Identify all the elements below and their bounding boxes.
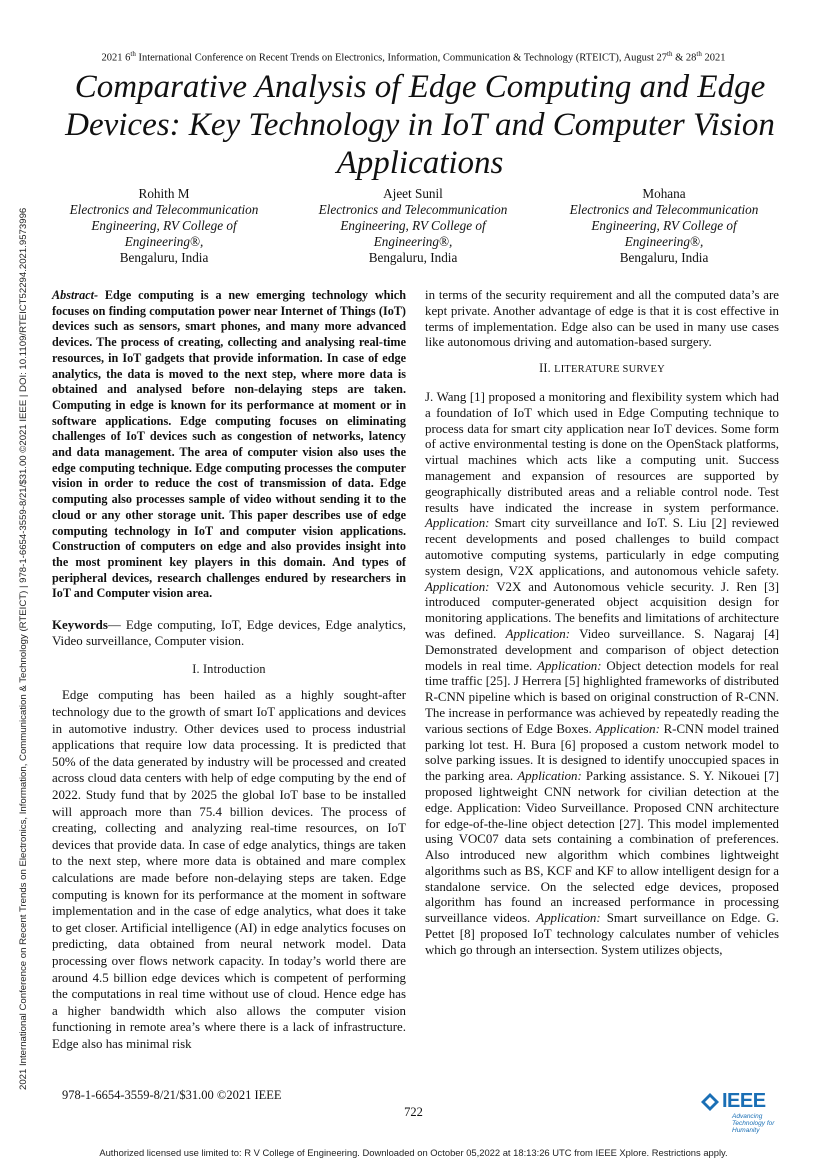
paper-title: Comparative Analysis of Edge Computing and Edge Devices: Key Technology in IoT and Computer Vision Applications [65, 69, 775, 181]
introduction-continued-text: in terms of the security requirement and all the computed data’s are kept private. Another advantage of edge is that it is cost effective in terms of implementation. Edge also can be used in many use cases like autonomous driving and automation-based surgery. [425, 288, 779, 350]
literature-text-run: Smart city surveillance and IoT. S. Liu [2] reviewed recent developments and posed challenges to build compact automotive computing systems, particularly in edge computing system design, V2X applications, and autonomous vehicle safety. [425, 516, 779, 578]
copyright-line: 978-1-6654-3559-8/21/$31.00 ©2021 IEEE [62, 1088, 282, 1102]
literature-text-run: Object detection models for real time traffic [25]. J Herrera [5] highlighted frameworks of distributed R-CNN pipeline which is based on original construction of R-CNN. The increase in performance was achieved by repeatedly reading the various sections of Edge Boxes. [425, 658, 779, 736]
author-city: Bengaluru, India [619, 250, 709, 265]
author-block [554, 186, 774, 266]
author-affiliation: Electronics and Telecommunication Engineering, RV College of Engineering®, [569, 202, 759, 249]
application-label: Application: [425, 516, 490, 531]
author-block [54, 186, 274, 266]
introduction-text: Edge computing has been hailed as a highly sought-after technology due to the growth of smart IoT applications and devices in automotive industry. Other devices used to process industrial applications that require low data processing. It is predicted that 50% of the data generated by industry will be processed and created across cloud data centers with help of edge computing by the end of 2022. Study fund that by 2025 the global IoT base to be installed will approach more than 75.4 billion devices. The process of creating, collecting and analyzing real-time resources, on IoT devices that provide data. In case of edge analytics, things are taken to the next step, where more data is obtained and mare complex calculations are made before non-delaying steps are taken. Edge computing is known for its performance at the moment in software implementation and in the case of edge analytics, what does it take to get closer. Artificial intelligence (AI) in edge analytics focuses on predicting, data obtained from neural network model. Data processing over flows network capacity. In today’s world there are around 4.5 billion edge devices which is competent of performing the computations in real time without use of cloud. Hence edge has a higher bandwidth which also allows the computer vision functioning in remote area’s where there is a lack of infrastructure. Edge also has minimal risk [52, 688, 406, 1051]
author-block [303, 186, 523, 266]
keywords [52, 618, 406, 650]
author-affiliation: Electronics and Telecommunication Engineering, RV College of Engineering®, [318, 202, 508, 249]
author-affiliation: Electronics and Telecommunication Engineering, RV College of Engineering®, [69, 202, 259, 249]
conference-header: 2021 6th International Conference on Recent Trends on Electronics, Information, Communication & Technology (RTEICT), August 27th & 28th 2021 [101, 50, 726, 64]
author-name: Mohana [642, 186, 686, 201]
author-city: Bengaluru, India [368, 250, 458, 265]
application-label: Application: [425, 579, 490, 594]
author-name: Ajeet Sunil [383, 186, 443, 201]
literature-text-run: Smart surveillance on Edge. G. Pettet [8] proposed IoT technology calculates number of vehicles which go through an intersection. System utilizes objects, [425, 911, 780, 957]
literature-text-run: R-CNN model trained parking lot test. H. Bura [6] proposed a custom network model to solve parking issues. It is designed to identify unoccupied spaces in the parking area. [425, 721, 779, 784]
page-number: 722 [404, 1105, 423, 1119]
keywords-label: Keywords [52, 618, 108, 633]
literature-text-run: Video surveillance. S. Nagaraj [4] Demonstrated development and comparison of object detection models in real time. [425, 626, 779, 673]
abstract-label: Abstract- [52, 288, 99, 302]
ieee-logo [700, 1090, 790, 1134]
application-label: Application: [595, 721, 660, 736]
application-label: Application: [505, 626, 571, 641]
margin-doi-note: 2021 International Conference on Recent Trends on Electronics, Information, Communication & Technology (RTEICT) | 978-1-6654-3559-8/21/$31.00 ©2021 IEEE | DOI: 10.1109/RTEICT52294.2021.9573996 [18, 207, 29, 1090]
section-heading-introduction: I. Introduction [192, 661, 266, 676]
abstract [52, 288, 406, 602]
literature-text-run: Parking assistance. S. Y. Nikouei [7] proposed lightweight CNN network for civilian detection at the edge. Application: Video Surveillance. Proposed CNN architecture for edge-of-the-line object detection [27]. This model implemented using VOC07 data sets containing a combination of preferences. Also introduced new algorithm which combines lightweight algorithms such as BS, KCF and KF to allow intelligent design for a standalone service. On the selected edge devices, proposed algorithm has found an increased performance in processing surveillance videos. [425, 769, 779, 926]
license-notice: Authorized licensed use limited to: R V College of Engineering. Downloaded on October 05,2022 at 18:13:26 UTC from IEEE Xplore. Restrictions apply. [99, 1147, 728, 1158]
author-name: Rohith M [138, 186, 190, 201]
keywords-text: — Edge computing, IoT, Edge devices, Edge analytics, Video surveillance, Computer vision. [52, 618, 406, 648]
application-label: Application: [536, 911, 601, 926]
application-label: Application: [517, 769, 582, 784]
section-heading-literature-survey: II. LITERATURE SURVEY [539, 361, 665, 376]
left-column [52, 288, 406, 1053]
literature-survey-text [425, 390, 779, 959]
application-label: Application: [537, 658, 602, 673]
ieee-diamond-icon [700, 1092, 720, 1112]
literature-text-run: J. Wang [1] proposed a monitoring and flexibility system which had a foundation of IoT which used in Edge Computing technique to process data for smart city application near IoT devices. Some form of active environmental testing is done on the OpenStack platforms, virtual machines which acts like a computing unit. Success management and expansion of resources are supported by geographically distributed areas and a reliable control node. Test results have indicated the increase in system performance. [425, 389, 779, 515]
abstract-text: Edge computing is a new emerging technology which focuses on finding computation power near Internet of Things (IoT) devices such as sensors, smart phones, and many more advanced devices. The process of creating, collecting and analysing real-time resources, in IoT gadgets that provide information. In case of edge analytics, the data is moved to the next step, where more data is obtained and analysed before non-delaying steps are taken. Computing in edge is known for its performance at moment or in software applications. Edge computing focuses on eliminating challenges of IoT devices such as congestion of networks, latency and data management. The area of computer vision also uses the edge computing technique. Edge computing processes the computer vision in order to reduce the cost of transmission of data. Edge computing also processes sample of video without sending it to the cloud or any other storage unit. This paper describes use of edge computing technology in IoT and computer vision applications. Construction of computers on edge and also provides insight into the most prominent key players in this domain. And types of peripheral devices, research challenges endured by researchers in IoT and Computer vision area. [52, 288, 406, 601]
right-column [425, 288, 779, 959]
author-city: Bengaluru, India [119, 250, 209, 265]
ieee-wordmark: IEEE [722, 1090, 766, 1112]
literature-text-run: V2X and Autonomous vehicle security. J. Ren [3] introduced computer-generated object acquisition design for monitoring applications. The benefits and limitations of architecture was defined. [425, 579, 779, 641]
ieee-tagline: Advancing Technology for Humanity [732, 1113, 775, 1134]
